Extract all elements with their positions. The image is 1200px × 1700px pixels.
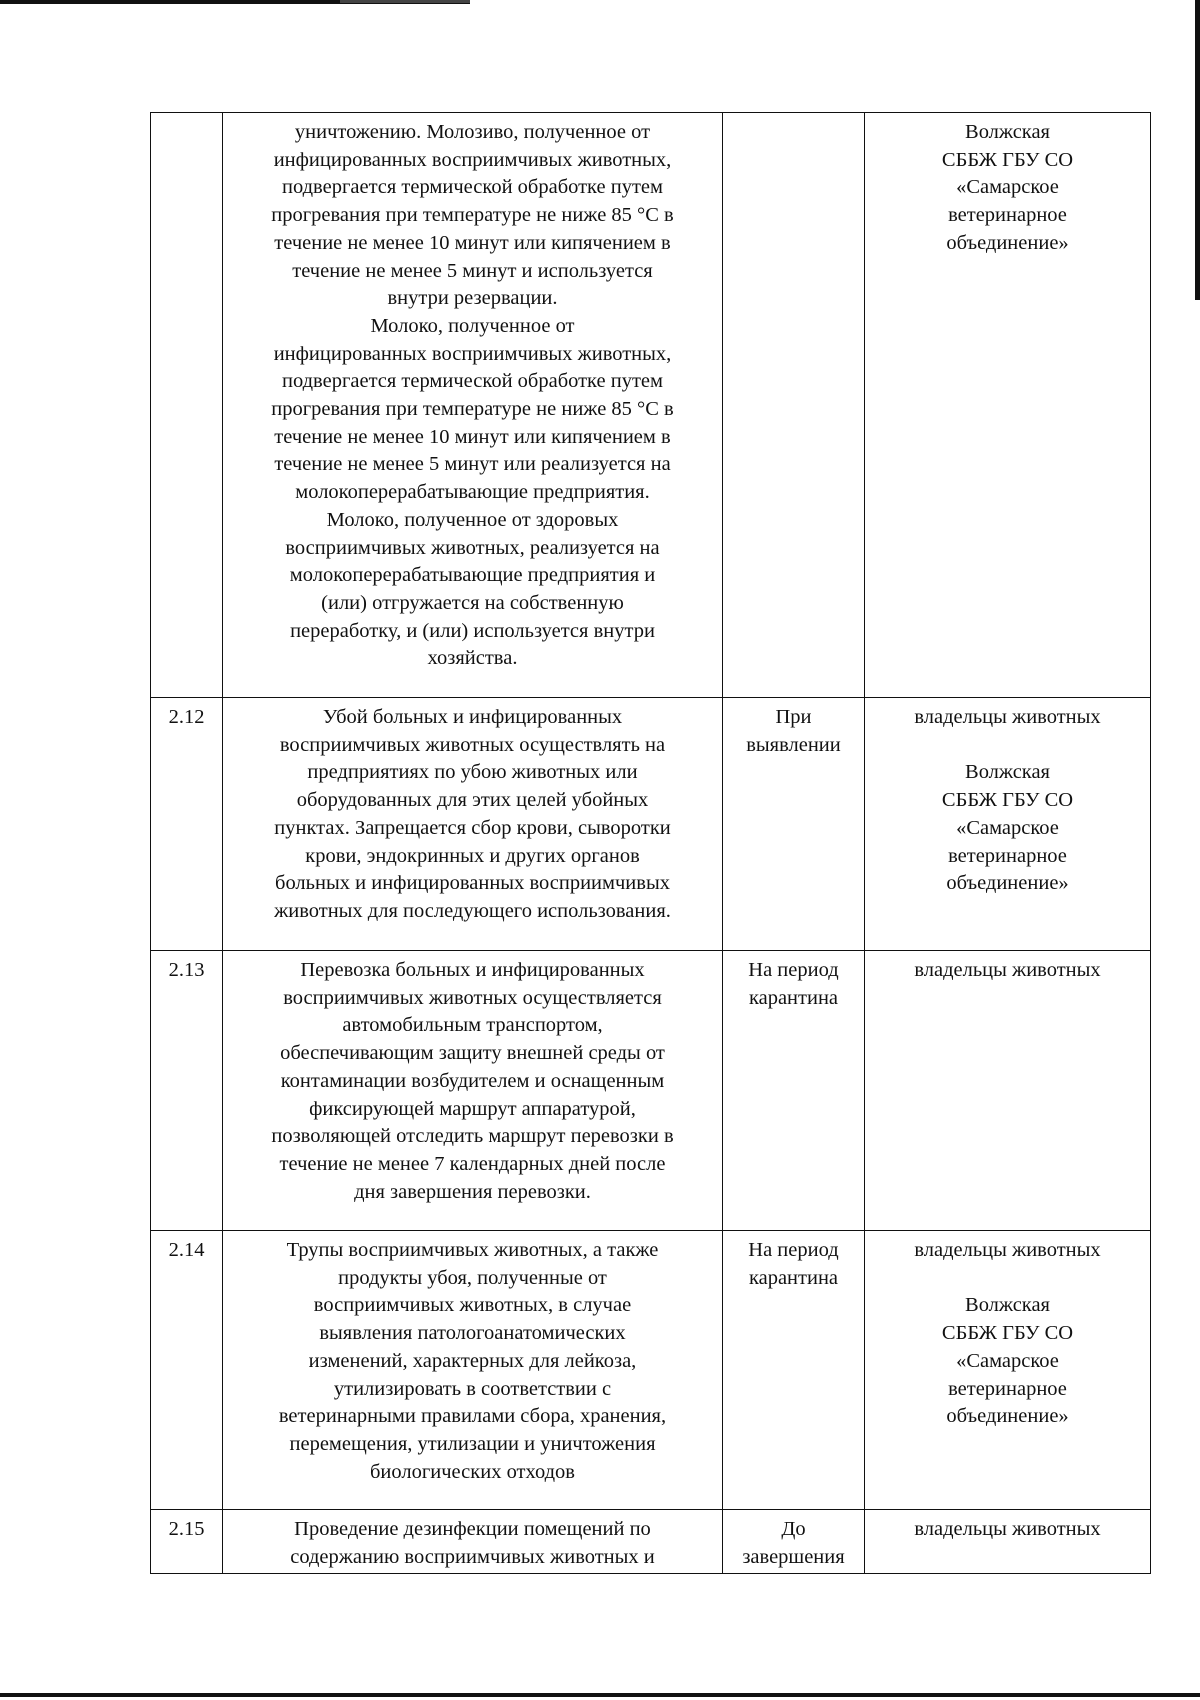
owner-label: владельцы животных [914, 1239, 1101, 1261]
row-number [151, 113, 223, 698]
term-cell: При выявлении [723, 698, 865, 951]
table-row [151, 113, 1151, 698]
owner-label: владельцы животных [914, 959, 1101, 981]
measure-text: уничтожению. Молозиво, полученное от инфицированных восприимчивых животных, подвергается термической обработке путем прогревания при температуре не ниже 85 °С в течение не менее 10 минут или кипячением в течение не менее 5 минут и используется внутри резервации. Молоко, полученное от инфицированных восприимчивых животных, подвергается термической обработке путем прогревания при температуре не ниже 85 °С в течение не менее 10 минут или кипячением в течение не менее 5 минут или реализуется на молокоперерабатывающие предприятия. Молоко, полученное от здоровых восприимчивых животных, реализуется на молокоперерабатывающие предприятия и (или) отгружается на собственную переработку, и (или) используется внутри хозяйства. [223, 113, 723, 698]
owner-label: владельцы животных [914, 1518, 1101, 1540]
term-cell: На период карантина [723, 951, 865, 1231]
table-row [151, 1231, 1151, 1510]
measure-text: Трупы восприимчивых животных, а также продукты убоя, полученные от восприимчивых животных, в случае выявления патологоанатомических изменений, характерных для лейкоза, утилизировать в соответствии с ветеринарными правилами сбора, хранения, перемещения, утилизации и уничтожения биологических отходов [223, 1231, 723, 1510]
row-number: 2.13 [151, 951, 223, 1231]
table-row [151, 698, 1151, 951]
table-row [151, 951, 1151, 1231]
scan-top-edge [0, 0, 470, 4]
term-cell: До завершения [723, 1510, 865, 1574]
responsible-cell: Волжская СББЖ ГБУ СО «Самарское ветеринарное объединение» [865, 113, 1151, 698]
responsible-cell [865, 951, 1151, 1231]
responsible-cell: владельцы животных Волжская СББЖ ГБУ СО «Самарское ветеринарное объединение» [865, 698, 1151, 951]
measure-text: Убой больных и инфицированных восприимчивых животных осуществлять на предприятиях по убою животных или оборудованных для этих целей убойных пунктах. Запрещается сбор крови, сыворотки крови, эндокринных и других органов больных и инфицированных восприимчивых животных для последующего использования. [223, 698, 723, 951]
responsible-cell: владельцы животных Волжская СББЖ ГБУ СО «Самарское ветеринарное объединение» [865, 1231, 1151, 1510]
measures-table [150, 112, 1151, 1574]
row-number: 2.14 [151, 1231, 223, 1510]
row-number: 2.12 [151, 698, 223, 951]
term-cell [723, 113, 865, 698]
term-cell: На период карантина [723, 1231, 865, 1510]
table-row [151, 1510, 1151, 1574]
scan-right-edge [1195, 0, 1200, 300]
responsible-cell [865, 1510, 1151, 1574]
row-number: 2.15 [151, 1510, 223, 1574]
measure-text: Перевозка больных и инфицированных восприимчивых животных осуществляется автомобильным транспортом, обеспечивающим защиту внешней среды от контаминации возбудителем и оснащенным фиксирующей маршрут аппаратурой, позволяющей отследить маршрут перевозки в течение не менее 7 календарных дней после дня завершения перевозки. [223, 951, 723, 1231]
measure-text: Проведение дезинфекции помещений по содержанию восприимчивых животных и [223, 1510, 723, 1574]
scan-bottom-edge [0, 1693, 1200, 1697]
owner-label: владельцы животных [914, 706, 1101, 728]
